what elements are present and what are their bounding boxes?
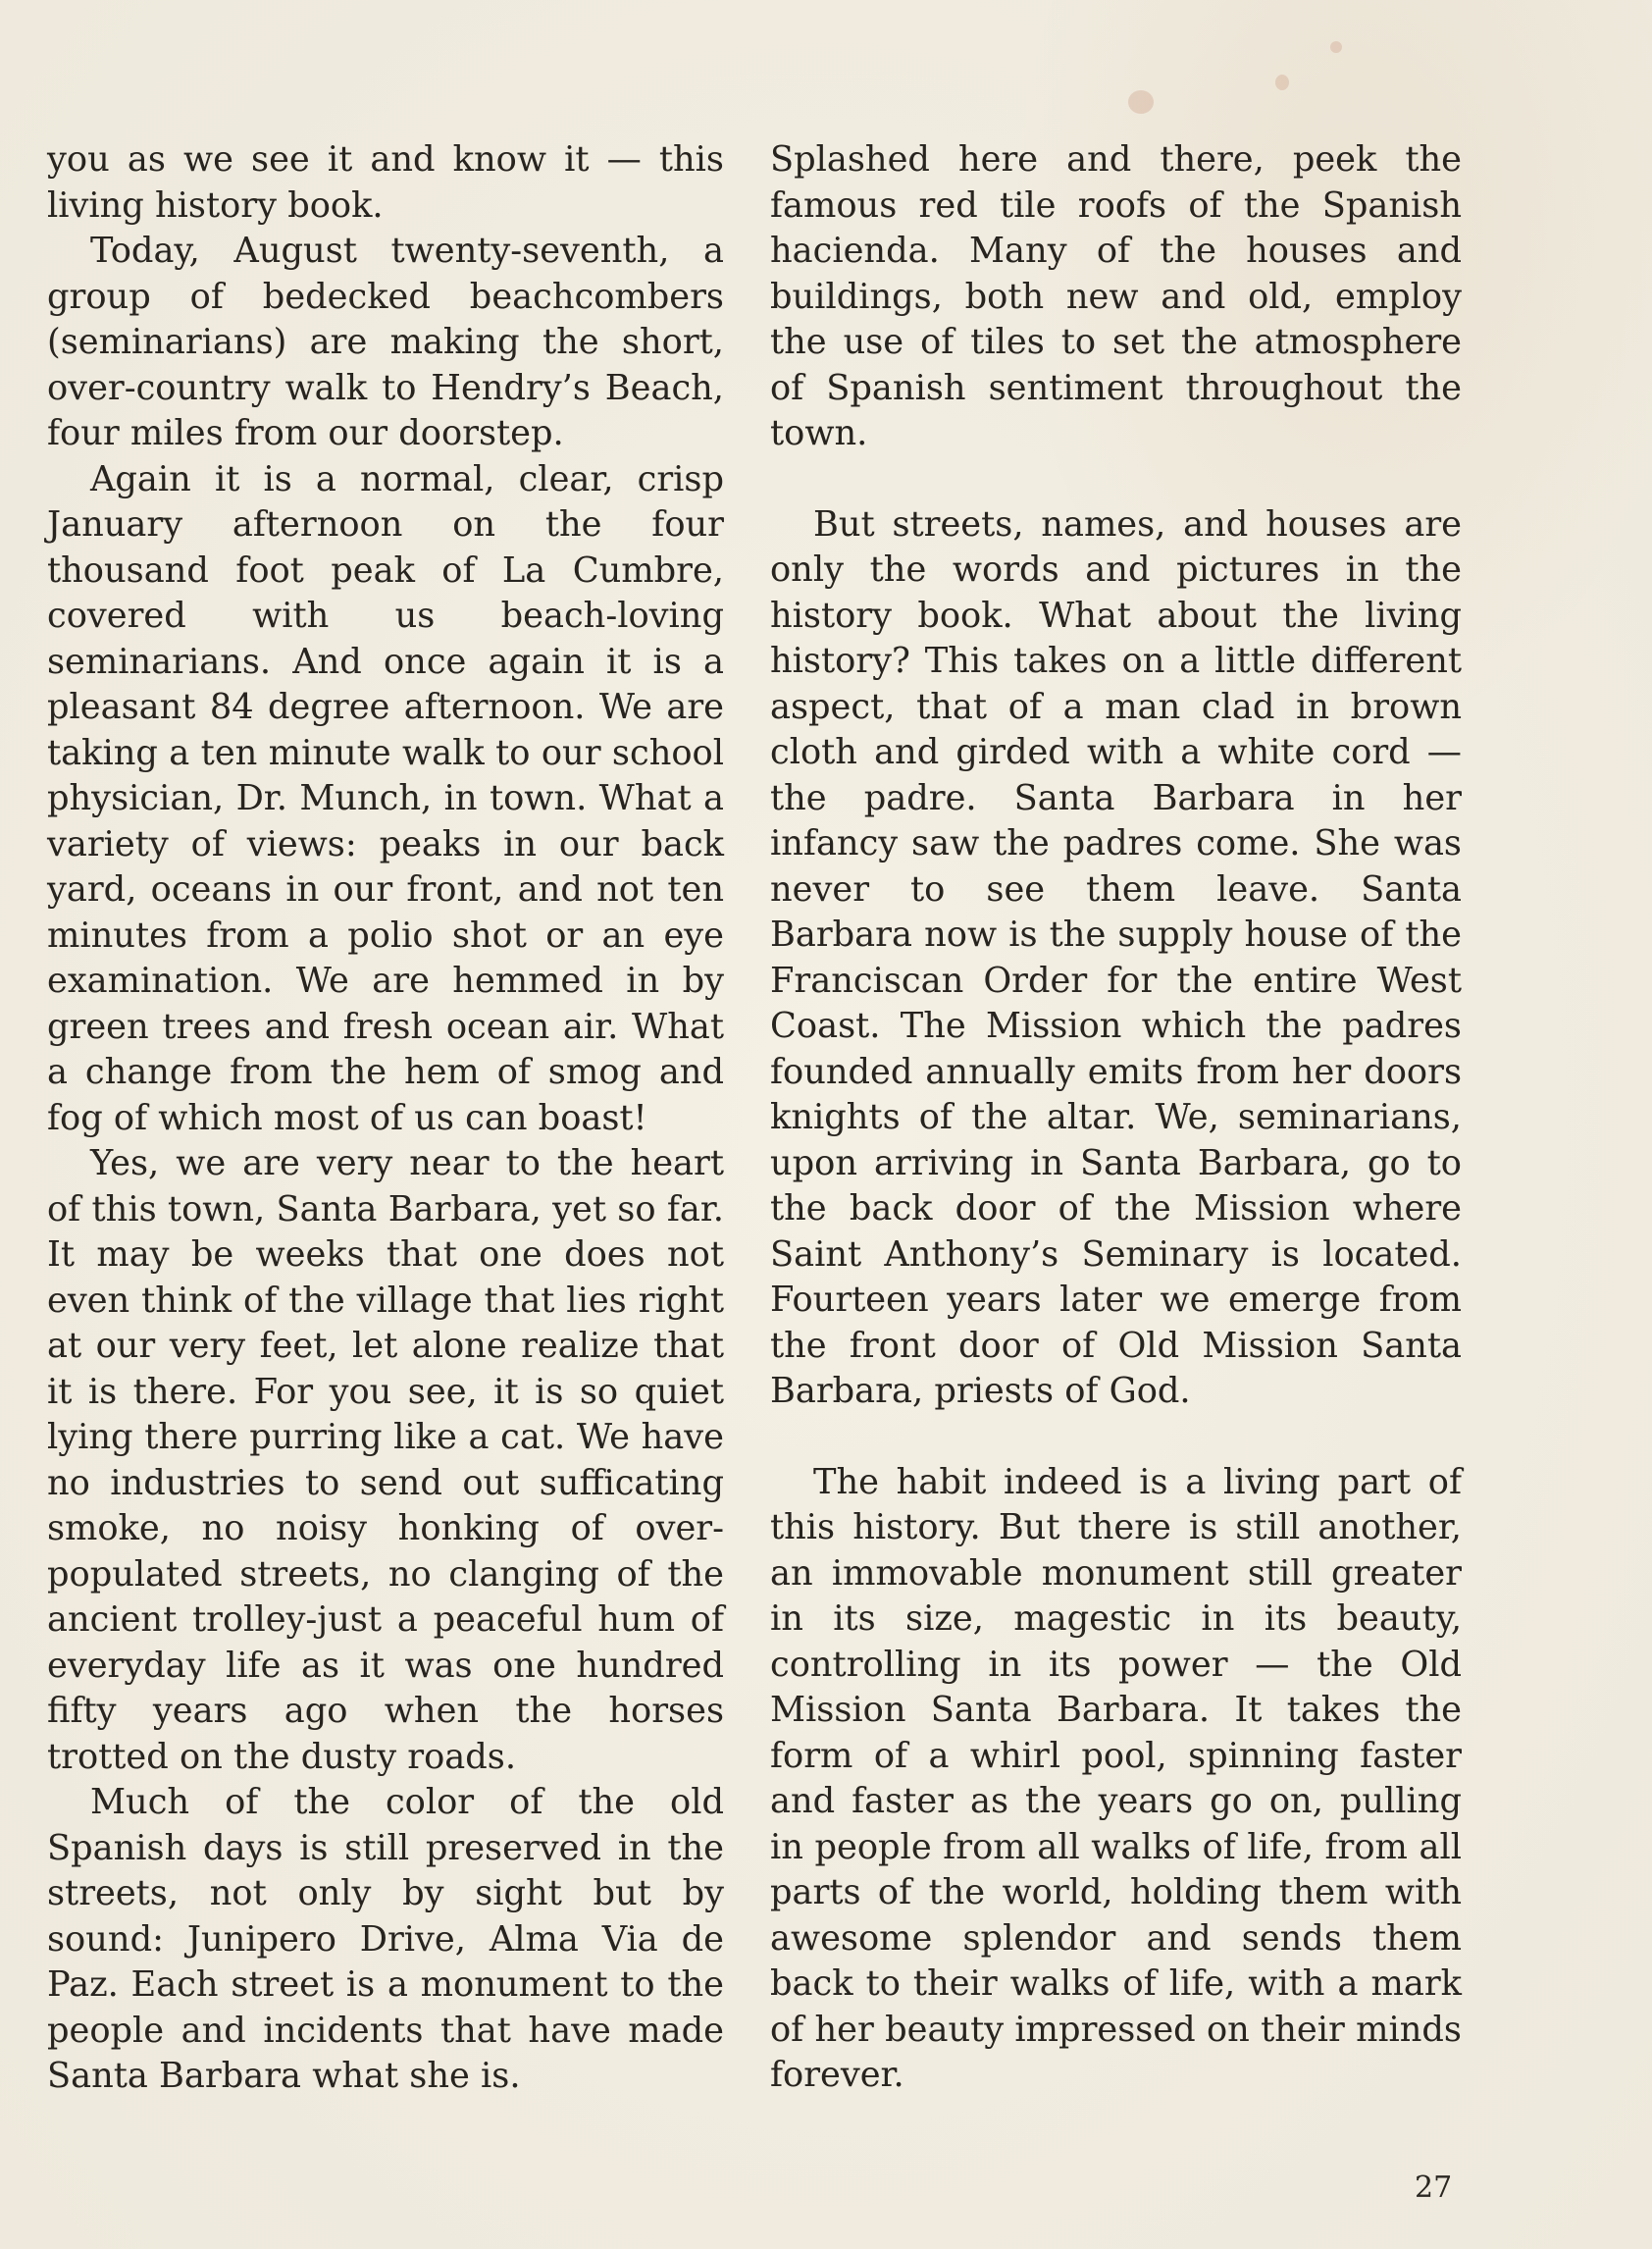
paragraph: Today, August twenty-seventh, a group of bedecked beachcombers (seminarians) are making the short, over-country walk to Hendry’s Beach, four miles from our doorstep. (47, 231, 724, 453)
left-column (47, 137, 724, 2100)
paragraph: Much of the color of the old Spanish days is still preserved in the streets, not only by sight but by sound: Junipero Drive, Alma Via de Paz. Each street is a monument to the people and incidents that have made Santa Barbara what she is. (47, 1782, 724, 2096)
stain-mark (1330, 41, 1342, 53)
paragraph: you as we see it and know it — this living history book. (47, 139, 724, 226)
stain-mark (1275, 75, 1289, 90)
paragraph: But streets, names, and houses are only the words and pictures in the history book. What about the living history? This takes on a little different aspect, that of a man clad in brown cloth and girded with a white cord — the padre. Santa Barbara in her infancy saw the padres come. She was never to see them leave. Santa Barbara now is the supply house of the Franciscan Order for the entire West Coast. The Mission which the padres founded annually emits from her doors knights of the altar. We, seminarians, upon arriving in Santa Barbara, go to the back door of the Mission where Saint Anthony’s Seminary is located. Fourteen years later we emerge from the front door of Old Mission Santa Barbara, priests of God. (770, 503, 1462, 1411)
paragraph: The habit indeed is a living part of this history. But there is still another, an immovable monument still greater in its size, magestic in its beauty, controlling in its power — the Old Mission Santa Barbara. It takes the form of a whirl pool, spinning faster and faster as the years go on, pulling in people from all walks of life, from all parts of the world, holding them with awesome splendor and sends them back to their walks of life, with a mark of her beauty impressed on their minds forever. (770, 1461, 1462, 2095)
page-number: 27 (1415, 2171, 1453, 2205)
paragraph: Again it is a normal, clear, crisp January afternoon on the four thousand foot peak of La Cumbre, covered with us beach-loving seminarians. And once again it is a pleasant 84 degree afternoon. We are taking a ten minute walk to our school physician, Dr. Munch, in town. What a variety of views: peaks in our back yard, oceans in our front, and not ten minutes from a polio shot or an eye examination. We are hemmed in by green trees and fresh ocean air. What a change from the hem of smog and fog of which most of us can boast! (47, 458, 724, 1138)
stain-mark (1128, 90, 1154, 114)
paragraph: Yes, we are very near to the heart of this town, Santa Barbara, yet so far. It may be weeks that one does not even think of the village that lies right at our very feet, let alone realize that it is there. For you see, it is so quiet lying there purring like a cat. We have no industries to send out sufficating smoke, no noisy honking of over-populated streets, no clanging of the ancient trolley-just a peaceful hum of everyday life as it was one hundred fifty years ago when the horses trotted on the dusty roads. (47, 1143, 724, 1777)
right-column (770, 137, 1462, 2099)
paragraph: Splashed here and there, peek the famous red tile roofs of the Spanish hacienda. Many of the houses and buildings, both new and old, employ the use of tiles to set the atmosphere of Spanish sentiment throughout the town. (770, 139, 1462, 453)
